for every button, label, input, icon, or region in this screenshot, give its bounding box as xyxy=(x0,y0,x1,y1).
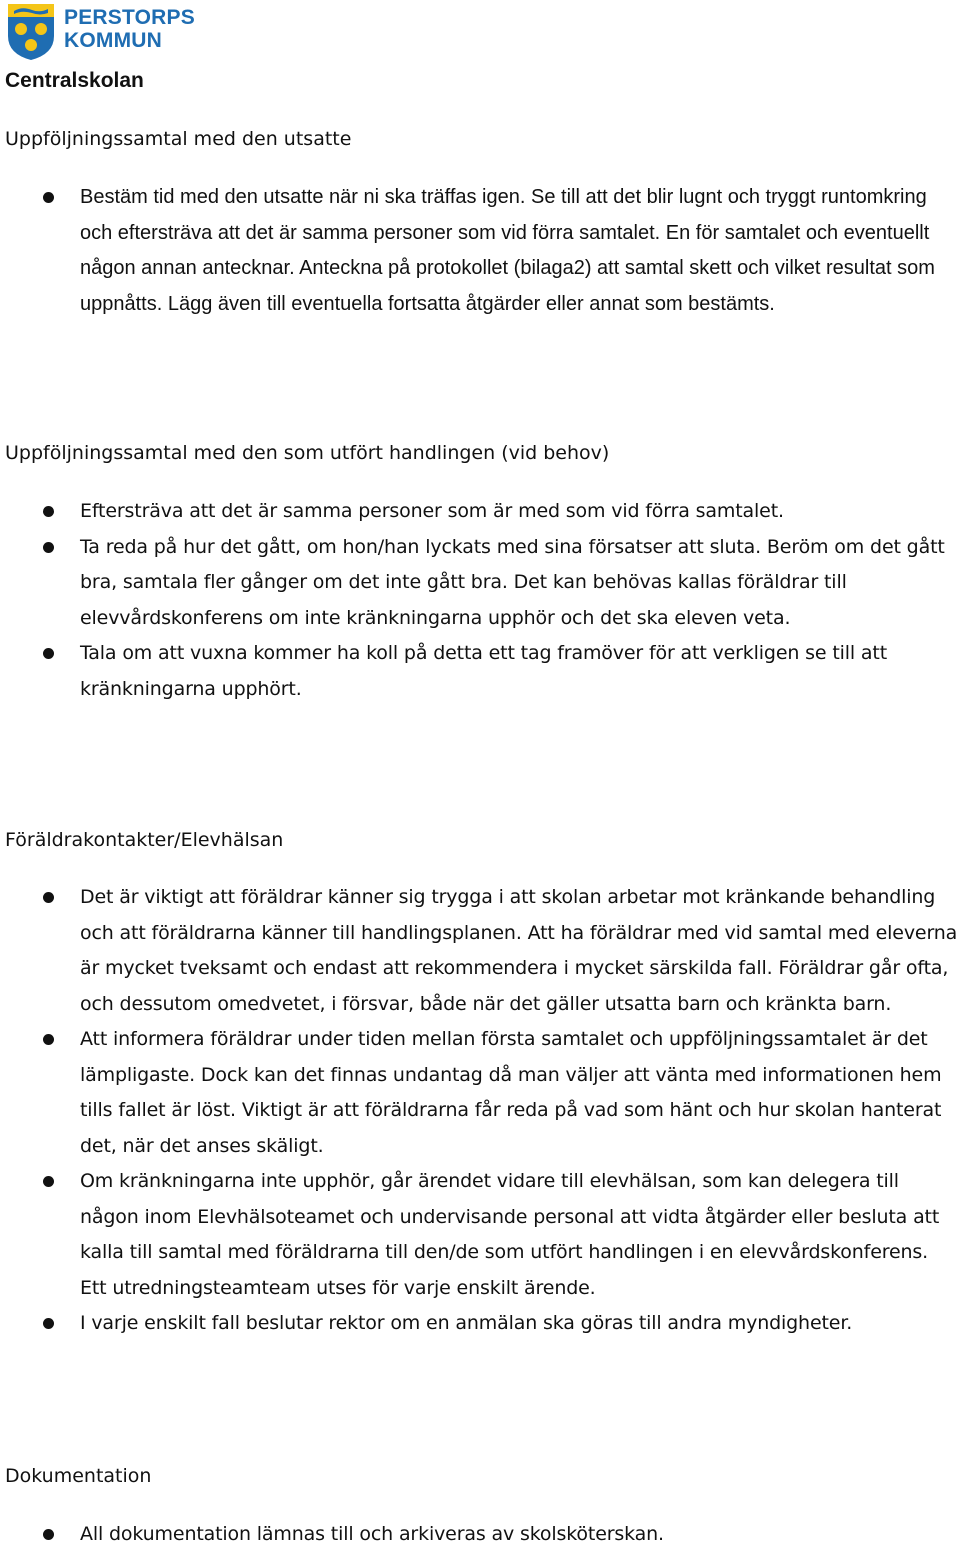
list-item xyxy=(0,1164,960,1306)
bullet-icon xyxy=(43,892,54,903)
list-item xyxy=(0,1306,960,1342)
list-item-text: Om kränkningarna inte upphör, går ärendet vidare till elevhälsan, som kan delegera till någon inom Elevhälsoteamet och undervisande personal att vidta åtgärder eller besluta att kalla till samtal med föräldrarna till den/de som utfört handlingen i en elevvårdskonferens. Ett utredningsteamteam utses för varje enskilt ärende. xyxy=(80,1170,940,1299)
municipality-logo xyxy=(6,2,195,64)
logo-line-1: PERSTORPS xyxy=(64,6,195,29)
list-item-text: I varje enskilt fall beslutar rektor om en anmälan ska göras till andra myndigheter. xyxy=(80,1312,853,1334)
list-item xyxy=(0,636,960,707)
list-item-text: Bestäm tid med den utsatte när ni ska träffas igen. Se till att det blir lugnt och tryggt runtomkring och eftersträva att det är samma personer som vid förra samtalet. En för samtalet och eventuellt någon annan antecknar. Anteckna på protokollet (bilaga2) att samtal skett och vilket resultat som uppnåtts. Lägg även till eventuella fortsatta åtgärder eller annat som bestämts. xyxy=(80,186,935,315)
section-heading: Dokumentation xyxy=(5,1465,152,1487)
list-item xyxy=(0,1517,960,1553)
bullet-icon xyxy=(43,192,54,203)
bullet-icon xyxy=(43,506,54,517)
list-item xyxy=(0,494,960,530)
school-name: Centralskolan xyxy=(5,69,144,92)
bullet-list xyxy=(0,880,960,1342)
section-heading: Uppföljningssamtal med den utsatte xyxy=(5,128,352,150)
section-heading: Föräldrakontakter/Elevhälsan xyxy=(5,829,284,851)
bullet-list xyxy=(0,180,960,322)
list-item-text: Eftersträva att det är samma personer som är med som vid förra samtalet. xyxy=(80,500,784,522)
coat-of-arms-icon xyxy=(6,2,56,62)
bullet-list xyxy=(0,1517,960,1553)
bullet-icon xyxy=(43,1529,54,1540)
bullet-list xyxy=(0,494,960,707)
logo-line-2: KOMMUN xyxy=(64,29,163,52)
list-item xyxy=(0,1022,960,1164)
bullet-icon xyxy=(43,1318,54,1329)
list-item-text: All dokumentation lämnas till och arkiveras av skolsköterskan. xyxy=(80,1523,664,1545)
list-item-text: Ta reda på hur det gått, om hon/han lyckats med sina försatser att sluta. Beröm om det gått bra, samtala fler gånger om det inte gått bra. Det kan behövas kallas föräldrar till elevvårdskonferens om inte kränkningarna upphör och det ska eleven veta. xyxy=(80,535,945,629)
bullet-icon xyxy=(43,648,54,659)
bullet-icon xyxy=(43,1176,54,1187)
list-item-text: Att informera föräldrar under tiden mellan första samtalet och uppföljningssamtalet är det lämpligaste. Dock kan det finnas undantag då man väljer att vänta med informationen hem tills fallet är löst. Viktigt är att föräldrarna får reda på vad som hänt och hur skolan hanterat det, när det anses skäligt. xyxy=(80,1028,942,1157)
list-item xyxy=(0,180,960,322)
bullet-icon xyxy=(43,1034,54,1045)
list-item-text: Det är viktigt att föräldrar känner sig trygga i att skolan arbetar mot kränkande behandling och att föräldrarna känner till handlingsplanen. Att ha föräldrar med vid samtal med eleverna är mycket tveksamt och endast att rekommendera i mycket särskilda fall. Föräldrar går ofta, och dessutom omedvetet, i försvar, både när det gäller utsatta barn och kränkta barn. xyxy=(80,886,958,1015)
section-heading: Uppföljningssamtal med den som utfört handlingen (vid behov) xyxy=(5,442,610,464)
list-item-text: Tala om att vuxna kommer ha koll på detta ett tag framöver för att verkligen se till att kränkningarna upphört. xyxy=(80,642,887,700)
bullet-icon xyxy=(43,542,54,553)
list-item xyxy=(0,880,960,1022)
list-item xyxy=(0,530,960,637)
